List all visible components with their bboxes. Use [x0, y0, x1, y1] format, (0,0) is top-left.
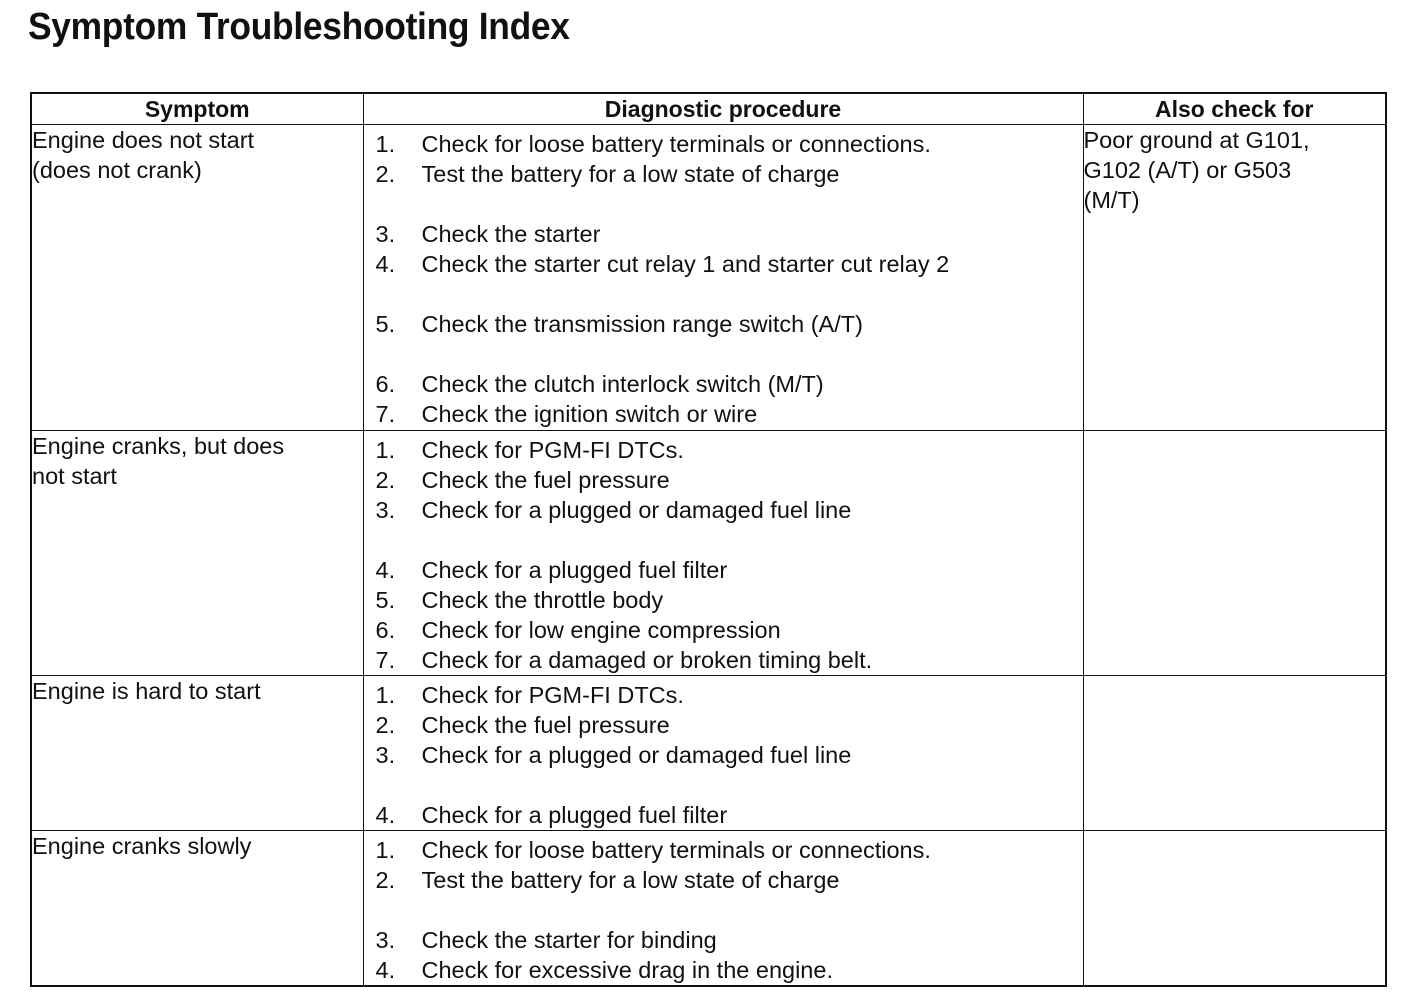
procedure-cell — [363, 676, 1083, 831]
step-text: Check for loose battery terminals or connections. — [421, 131, 931, 157]
step-number: 4. — [375, 251, 396, 277]
step-text: Check for PGM-FI DTCs. — [421, 682, 684, 708]
step-text: Check for excessive drag in the engine. — [421, 957, 833, 983]
step-number: 1. — [375, 437, 396, 463]
step-item — [364, 710, 1083, 740]
step-text: Check the transmission range switch (A/T) — [421, 311, 863, 337]
table-row — [31, 676, 1386, 831]
step-item — [364, 645, 1083, 675]
symptom-cell: Engine does not start (does not crank) — [31, 125, 363, 431]
step-number: 4. — [375, 557, 396, 583]
step-text: Test the battery for a low state of charge — [421, 161, 840, 187]
also-check-cell — [1083, 676, 1386, 831]
procedure-cell — [363, 431, 1083, 676]
header-symptom: Symptom — [31, 93, 363, 125]
step-text: Check for a damaged or broken timing belt. — [421, 647, 873, 673]
step-item — [364, 680, 1083, 710]
step-number: 7. — [375, 401, 396, 427]
step-item — [364, 835, 1083, 865]
header-diagnostic-procedure: Diagnostic procedure — [363, 93, 1083, 125]
step-number: 4. — [375, 957, 396, 983]
step-list — [364, 125, 1083, 429]
also-check-cell — [1083, 831, 1386, 987]
step-item — [364, 399, 1083, 429]
step-number: 2. — [375, 712, 396, 738]
step-text: Test the battery for a low state of charge — [421, 867, 840, 893]
symptom-cell: Engine cranks, but does not start — [31, 431, 363, 676]
step-text: Check the clutch interlock switch (M/T) — [421, 371, 824, 397]
step-item — [364, 740, 1083, 770]
table-row — [31, 125, 1386, 431]
step-number: 6. — [375, 371, 396, 397]
step-item — [364, 159, 1083, 189]
step-number: 2. — [375, 467, 396, 493]
step-item — [364, 925, 1083, 955]
table-row — [31, 831, 1386, 987]
step-text: Check the starter — [421, 221, 601, 247]
step-text: Check the starter cut relay 1 and starter cut relay 2 — [421, 251, 950, 277]
step-item — [364, 369, 1083, 399]
step-item — [364, 435, 1083, 465]
step-number: 3. — [375, 742, 396, 768]
step-text: Check for PGM-FI DTCs. — [421, 437, 684, 463]
step-item — [364, 585, 1083, 615]
step-text: Check for a plugged or damaged fuel line — [421, 497, 852, 523]
step-text: Check the throttle body — [421, 587, 664, 613]
step-item — [364, 495, 1083, 525]
table-header-row — [31, 93, 1386, 125]
step-item — [364, 465, 1083, 495]
symptom-cell: Engine is hard to start — [31, 676, 363, 831]
step-number: 2. — [375, 161, 396, 187]
step-item — [364, 309, 1083, 339]
step-item — [364, 865, 1083, 895]
step-number: 1. — [375, 131, 396, 157]
step-list — [364, 431, 1083, 675]
table-row — [31, 431, 1386, 676]
step-number: 1. — [375, 682, 396, 708]
troubleshooting-table — [30, 92, 1387, 987]
symptom-cell: Engine cranks slowly — [31, 831, 363, 987]
procedure-cell — [363, 831, 1083, 987]
step-number: 3. — [375, 927, 396, 953]
step-number: 7. — [375, 647, 396, 673]
procedure-cell — [363, 125, 1083, 431]
step-number: 2. — [375, 867, 396, 893]
step-list — [364, 831, 1083, 985]
also-check-cell: Poor ground at G101, G102 (A/T) or G503 (M/T) — [1083, 125, 1386, 431]
step-item — [364, 800, 1083, 830]
step-list — [364, 676, 1083, 830]
step-text: Check the ignition switch or wire — [421, 401, 758, 427]
header-also-check-for: Also check for — [1083, 93, 1386, 125]
step-text: Check the fuel pressure — [421, 467, 670, 493]
step-text: Check for loose battery terminals or connections. — [421, 837, 931, 863]
step-item — [364, 615, 1083, 645]
step-text: Check for a plugged fuel filter — [421, 802, 728, 828]
step-item — [364, 555, 1083, 585]
step-text: Check for low engine compression — [421, 617, 781, 643]
step-number: 1. — [375, 837, 396, 863]
step-item — [364, 219, 1083, 249]
step-text: Check for a plugged or damaged fuel line — [421, 742, 852, 768]
step-text: Check the starter for binding — [421, 927, 717, 953]
step-text: Check for a plugged fuel filter — [421, 557, 728, 583]
page-title: Symptom Troubleshooting Index — [28, 6, 570, 48]
step-number: 3. — [375, 221, 396, 247]
step-number: 5. — [375, 587, 396, 613]
step-item — [364, 249, 1083, 279]
step-item — [364, 129, 1083, 159]
step-number: 4. — [375, 802, 396, 828]
also-check-cell — [1083, 431, 1386, 676]
step-item — [364, 955, 1083, 985]
step-number: 3. — [375, 497, 396, 523]
step-number: 6. — [375, 617, 396, 643]
step-text: Check the fuel pressure — [421, 712, 670, 738]
step-number: 5. — [375, 311, 396, 337]
